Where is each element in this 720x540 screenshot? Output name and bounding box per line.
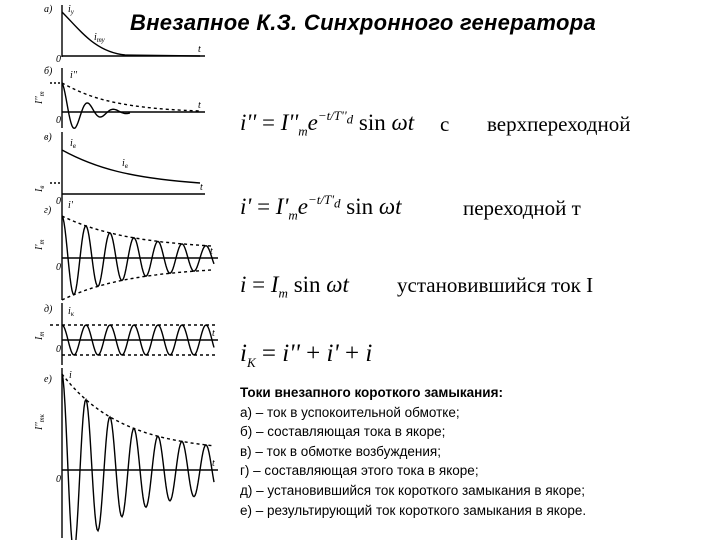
- caption-item: б) – составляющая тока в якоре;: [240, 424, 446, 440]
- curve-b: [62, 83, 130, 128]
- amp-label: $I_m$: [34, 331, 46, 340]
- figure-caption: [240, 383, 710, 520]
- zero-label: 0: [56, 196, 61, 207]
- curve-f: [62, 374, 214, 540]
- caption-title: Токи внезапного короткого замыкания:: [240, 385, 503, 400]
- panel-label: в): [44, 132, 52, 143]
- zero-label: 0: [56, 54, 61, 65]
- zero-label: 0: [56, 262, 61, 273]
- panel-f: [34, 368, 218, 540]
- tail-label: $i_в$: [122, 158, 128, 170]
- panel-label: е): [44, 374, 52, 385]
- panel-label: г): [44, 205, 52, 216]
- zero-label: 0: [56, 344, 61, 355]
- amp-label: $I''_{mк}$: [34, 414, 46, 430]
- panel-c: [34, 132, 205, 207]
- note-transient: переходной т: [463, 196, 581, 220]
- panel-d: [34, 200, 218, 300]
- formula-steady: $i = I_m$ sin ωt: [240, 272, 349, 301]
- panel-label: а): [44, 4, 53, 15]
- zero-label: 0: [56, 474, 61, 485]
- amp-label: $I''_m$: [34, 91, 46, 104]
- slide-title: Внезапное К.З. Синхронного генератора: [130, 10, 596, 35]
- curve-label: $i_у$: [68, 4, 74, 16]
- amp-label: $I'_m$: [34, 239, 46, 250]
- caption-item: а) – ток в успокоительной обмотке;: [240, 404, 460, 420]
- caption-item: е) – результирующий ток короткого замыкания в якоре.: [240, 502, 587, 518]
- curve-label: i': [68, 200, 73, 211]
- formula-transient: $i' = I'_me^{-t/T'_d}$ sin ωt: [240, 192, 402, 223]
- t-label: t: [200, 182, 203, 193]
- t-label: t: [210, 246, 213, 257]
- zero-label: 0: [56, 115, 61, 126]
- tail-label: $i_{ту}$: [94, 32, 105, 44]
- envelope-d-top: [62, 216, 214, 246]
- amp-label: $I_в$: [34, 185, 46, 192]
- curve-label: i'': [70, 70, 78, 81]
- curve-c: [62, 150, 200, 183]
- panel-label: б): [44, 66, 53, 77]
- t-label: t: [212, 458, 215, 469]
- caption-item: в) – ток в обмотке возбуждения;: [240, 443, 441, 459]
- panel-a: [44, 4, 205, 65]
- note-c: с: [440, 112, 450, 136]
- oscillogram-figure: [0, 0, 235, 540]
- caption-item: д) – установившийся ток короткого замыкания в якоре;: [240, 482, 585, 498]
- curve-label: $i_к$: [68, 306, 75, 318]
- formula-total: $i_K = i'' + i' + i$: [240, 340, 373, 370]
- curve-a: [62, 12, 200, 56]
- formula-subtransient: $i'' = I''_me^{-t/T''_d}$ sin ωt: [240, 108, 415, 139]
- note-subtransient: верхпереходной: [487, 112, 631, 136]
- envelope-d-bottom: [62, 270, 214, 300]
- envelope-f: [62, 374, 214, 446]
- t-label: t: [198, 100, 201, 111]
- panel-b: [34, 66, 205, 128]
- caption-item: г) – составляющая этого тока в якоре;: [240, 463, 479, 479]
- note-steady: установившийся ток I: [397, 273, 594, 297]
- panel-label: д): [44, 304, 53, 315]
- envelope-b: [62, 83, 200, 111]
- t-label: t: [198, 44, 201, 55]
- curve-label: i: [69, 370, 72, 381]
- curve-label: $i_в$: [70, 138, 76, 150]
- panel-e: [34, 303, 218, 365]
- curve-d: [62, 216, 214, 295]
- t-label: t: [212, 328, 215, 339]
